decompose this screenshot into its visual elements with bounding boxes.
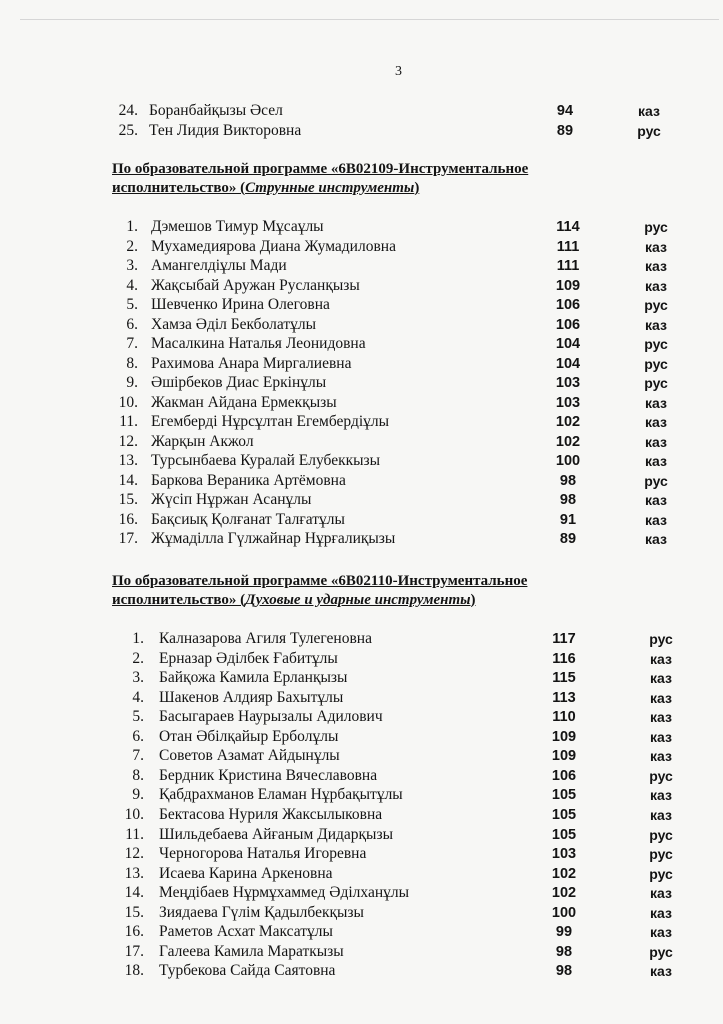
score-value: 98 [555, 943, 573, 960]
student-name: Боранбайқызы Әсел [149, 102, 283, 119]
student-name: Меңдібаев Нұрмұхаммед Әділханұлы [159, 884, 410, 902]
score-value: 106 [555, 297, 581, 313]
language-value: каз [650, 904, 672, 921]
row-number: 17. [118, 530, 138, 547]
student-name: Шильдебаева Айғаным Дидарқызы [159, 825, 393, 843]
row-number: 12. [124, 845, 144, 863]
section-heading-strings [112, 160, 528, 198]
row-number: 12. [118, 432, 138, 450]
score-value: 102 [555, 414, 581, 430]
row-number: 11. [119, 413, 138, 430]
row-number: 2. [126, 237, 138, 255]
score-value: 109 [555, 277, 581, 294]
language-value: каз [650, 689, 672, 706]
student-name: Қабдрахманов Еламан Нұрбақытұлы [159, 786, 403, 804]
student-name: Черногорова Наталья Игоревна [159, 845, 367, 863]
student-name: Исаева Карина Аркеновна [159, 864, 333, 882]
score-value: 105 [551, 826, 577, 843]
row-number: 3. [132, 669, 144, 687]
score-value: 98 [559, 472, 577, 489]
score-value: 89 [559, 531, 577, 547]
language-value: каз [645, 492, 667, 508]
score-value: 103 [555, 375, 581, 391]
language-value: рус [644, 336, 668, 352]
language-value: рус [644, 219, 668, 235]
heading-line-1: По образовательной программе «6В02109-Инструментальное [112, 161, 529, 177]
language-value: каз [650, 787, 672, 804]
score-value: 100 [551, 904, 577, 921]
language-value: рус [649, 767, 673, 784]
student-name: Дэмешов Тимур Мұсаұлы [151, 218, 324, 235]
heading-line-2: исполнительство» (Струнные инструменты) [112, 180, 420, 196]
student-name: Бақсиық Қолғанат Талғатұлы [151, 510, 345, 528]
row-number: 8. [126, 354, 138, 372]
student-name: Раметов Асхат Максатұлы [159, 923, 333, 941]
language-value: каз [645, 394, 667, 411]
language-value: каз [645, 511, 667, 528]
student-name: Турбекова Сайда Саятовна [159, 962, 336, 980]
student-name: Жакман Айдана Ермекқызы [151, 393, 337, 411]
language-value: каз [650, 728, 672, 745]
score-value: 104 [555, 355, 581, 372]
student-name: Масалкина Наталья Леонидовна [151, 335, 366, 352]
student-name: Бектасова Нуриля Жаксылыковна [159, 805, 383, 823]
student-name: Баркова Вераника Артёмовна [151, 471, 346, 489]
student-name: Тен Лидия Викторовна [149, 122, 302, 139]
heading-specialty: Струнные инструменты [245, 180, 415, 196]
language-value: каз [650, 963, 672, 980]
language-value: каз [638, 103, 660, 119]
row-number: 9. [132, 786, 144, 804]
row-number: 13. [124, 864, 144, 882]
score-value: 89 [556, 123, 574, 139]
row-number: 1. [132, 630, 144, 647]
score-value: 91 [559, 511, 577, 528]
row-number: 14. [124, 884, 144, 902]
row-number: 3. [126, 257, 138, 274]
language-value: каз [645, 316, 667, 333]
language-value: каз [645, 433, 667, 450]
row-number: 1. [126, 218, 138, 235]
score-value: 102 [555, 433, 581, 450]
language-value: каз [645, 258, 667, 274]
student-name: Байқожа Камила Ерланқызы [159, 669, 348, 687]
language-value: рус [644, 375, 668, 391]
student-name: Советов Азамат Айдынұлы [159, 747, 340, 765]
row-number: 8. [132, 766, 144, 784]
student-name: Басыгараев Наурызалы Адилович [159, 708, 383, 726]
row-number: 15. [118, 491, 138, 508]
language-value: рус [644, 297, 668, 313]
language-value: каз [645, 453, 667, 469]
score-value: 117 [552, 631, 576, 647]
row-number: 13. [118, 452, 138, 469]
student-name: Бердник Кристина Вячеславовна [159, 766, 378, 784]
language-value: рус [649, 846, 673, 863]
row-number: 16. [124, 923, 144, 941]
row-number: 6. [132, 727, 144, 745]
student-name: Жақсыбай Аружан Русланқызы [151, 276, 360, 294]
language-value: рус [637, 123, 661, 139]
language-value: каз [650, 924, 672, 941]
row-number: 10. [118, 393, 138, 411]
row-number: 9. [126, 374, 138, 391]
score-value: 102 [551, 865, 577, 882]
score-value: 104 [555, 336, 581, 352]
language-value: каз [645, 531, 667, 547]
score-value: 106 [555, 316, 581, 333]
language-value: каз [645, 277, 667, 294]
row-number: 18. [124, 962, 144, 980]
row-number: 7. [126, 335, 138, 352]
language-value: каз [650, 885, 672, 902]
section-heading-winds [112, 572, 527, 610]
row-number: 10. [124, 805, 144, 823]
student-name: Амангелдіұлы Мади [151, 257, 287, 274]
student-name: Галеева Камила Мараткызы [159, 942, 344, 960]
score-value: 94 [556, 103, 574, 119]
language-value: рус [644, 355, 668, 372]
language-value: каз [645, 414, 667, 430]
row-number: 2. [132, 649, 144, 667]
score-value: 110 [552, 709, 576, 726]
score-value: 111 [556, 238, 580, 255]
score-value: 109 [551, 748, 577, 765]
row-number: 17. [124, 942, 144, 960]
student-name: Зиядаева Гүлім Қадылбекқызы [159, 903, 364, 921]
language-value: рус [649, 631, 673, 647]
student-name: Мухамедиярова Диана Жумадиловна [151, 237, 396, 255]
language-value: каз [645, 238, 667, 255]
heading-specialty: Духовые и ударные инструменты [245, 592, 471, 608]
row-number: 4. [132, 688, 144, 706]
language-value: рус [649, 943, 673, 960]
score-value: 114 [556, 219, 580, 235]
score-value: 99 [555, 924, 573, 941]
score-value: 113 [552, 689, 576, 706]
heading-line-1: По образовательной программе «6В02110-Инструментальное [112, 573, 528, 589]
row-number: 16. [118, 510, 138, 528]
heading-line-2: исполнительство» (Духовые и ударные инструменты) [112, 592, 476, 608]
language-value: каз [650, 670, 672, 687]
language-value: каз [650, 709, 672, 726]
row-number: 25. [118, 122, 138, 139]
score-value: 109 [551, 728, 577, 745]
score-value: 98 [555, 963, 573, 980]
row-number: 7. [132, 747, 144, 765]
student-name: Шевченко Ирина Олеговна [151, 296, 330, 313]
language-value: рус [644, 472, 668, 489]
student-name: Егемберді Нұрсұлтан Егембердіұлы [151, 413, 390, 430]
score-value: 102 [551, 885, 577, 902]
student-name: Турсынбаева Куралай Елубеккызы [151, 452, 381, 469]
student-name: Жарқын Акжол [151, 432, 254, 450]
student-name: Әшірбеков Диас Еркінұлы [151, 374, 327, 391]
student-name: Рахимова Анара Миргалиевна [151, 354, 352, 372]
row-number: 24. [118, 102, 138, 119]
score-value: 100 [555, 453, 581, 469]
language-value: рус [649, 865, 673, 882]
language-value: каз [650, 806, 672, 823]
score-value: 116 [552, 650, 576, 667]
student-name: Отан Әбілқайыр Ерболұлы [159, 727, 339, 745]
student-name: Жұмаділла Гүлжайнар Нұрғалиқызы [151, 530, 396, 547]
student-name: Калназарова Агиля Тулегеновна [159, 630, 372, 647]
student-name: Жүсіп Нұржан Асанұлы [151, 491, 312, 508]
score-value: 115 [552, 670, 576, 687]
score-value: 103 [555, 394, 581, 411]
page-number: 3 [395, 64, 402, 79]
row-number: 15. [124, 903, 144, 921]
row-number: 4. [126, 276, 138, 294]
score-value: 98 [559, 492, 577, 508]
scan-edge-line [20, 19, 719, 20]
row-number: 5. [132, 708, 144, 726]
language-value: каз [650, 748, 672, 765]
score-value: 106 [551, 767, 577, 784]
row-number: 5. [126, 296, 138, 313]
score-value: 103 [551, 846, 577, 863]
student-name: Шакенов Алдияр Бахытұлы [159, 688, 344, 706]
row-number: 14. [118, 471, 138, 489]
row-number: 11. [125, 825, 144, 843]
student-name: Хамза Әділ Бекболатұлы [151, 315, 316, 333]
student-name: Ерназар Әділбек Ғабитұлы [159, 649, 338, 667]
score-value: 111 [556, 258, 580, 274]
language-value: каз [650, 650, 672, 667]
language-value: рус [649, 826, 673, 843]
score-value: 105 [551, 806, 577, 823]
row-number: 6. [126, 315, 138, 333]
score-value: 105 [551, 787, 577, 804]
